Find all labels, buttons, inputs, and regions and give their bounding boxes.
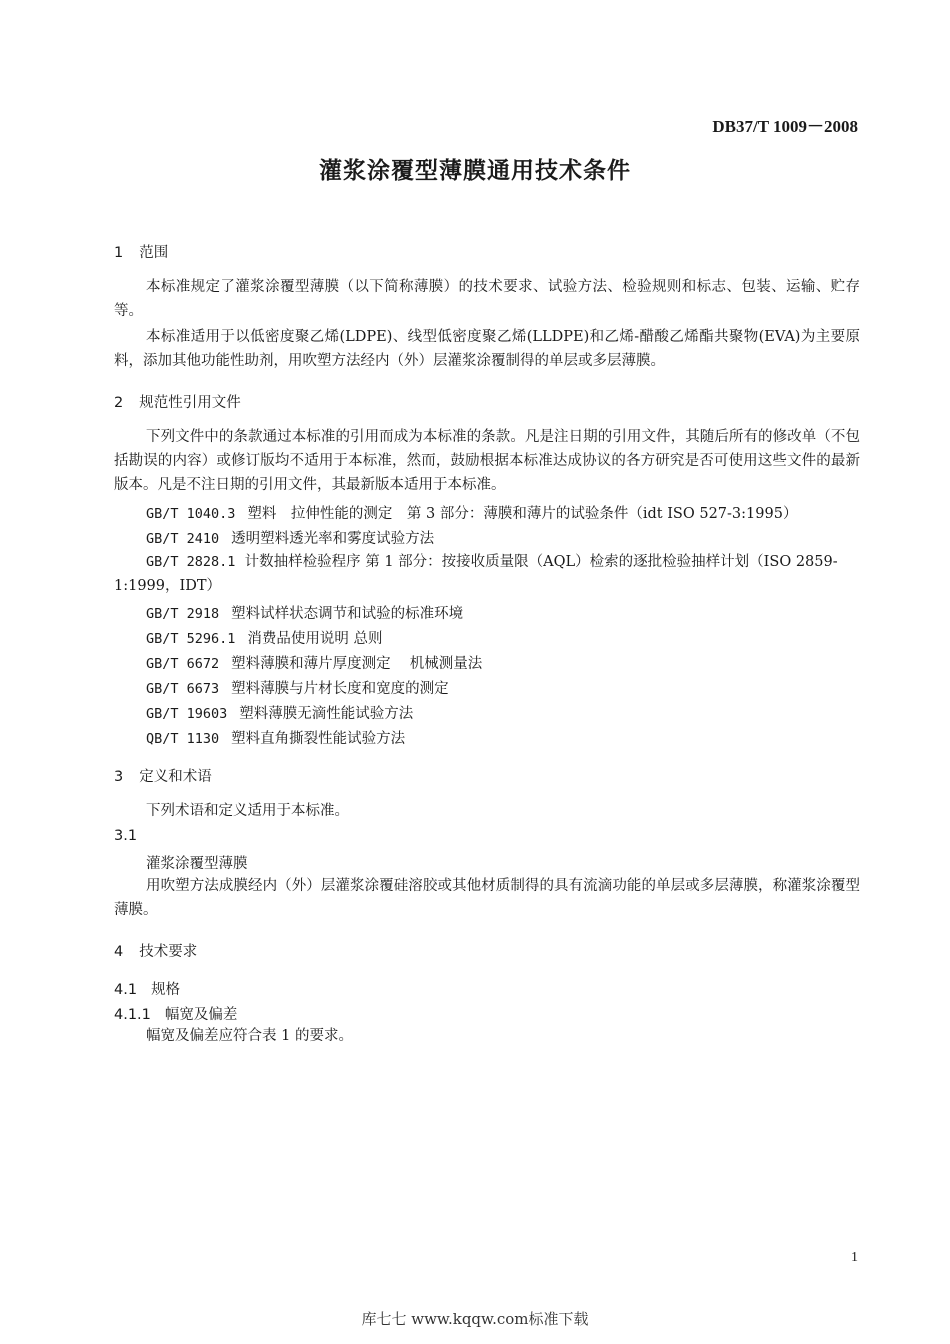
term-definition: 用吹塑方法成膜经内（外）层灌浆涂覆硅溶胶或其他材质制得的具有流滴功能的单层或多层薄膜，称灌浆涂覆型薄膜。 xyxy=(114,878,860,918)
reference-item xyxy=(146,502,797,523)
section-number: 2 xyxy=(114,395,124,411)
section-title: 技术要求 xyxy=(139,944,198,960)
section-4-heading xyxy=(114,940,197,961)
reference-code: QB/T 1130 xyxy=(146,731,220,747)
reference-title: 计数抽样检验程序 第 1 部分：按接收质量限（AQL）检索的逐批检验抽样计划（ISO 2859-1:1999，IDT） xyxy=(114,554,838,594)
reference-item xyxy=(146,602,463,623)
section-number: 3 xyxy=(114,769,124,785)
reference-item xyxy=(146,702,413,723)
reference-code: GB/T 5296.1 xyxy=(146,631,236,647)
reference-code: GB/T 19603 xyxy=(146,706,228,722)
section-number: 1 xyxy=(114,245,124,261)
subsection-number: 4.1 xyxy=(114,982,138,998)
term-heading: 灌浆涂覆型薄膜 xyxy=(146,856,248,872)
section-1-paragraph-2: 本标准适用于以低密度聚乙烯(LDPE)、线型低密度聚乙烯(LLDPE)和乙烯-醋酸乙烯酯共聚物(EVA)为主要原料，添加其他功能性助剂，用吹塑方法经内（外）层灌浆涂覆制得的单层或多层薄膜。 xyxy=(114,329,860,369)
reference-code: GB/T 6673 xyxy=(146,681,220,697)
reference-item xyxy=(146,627,383,648)
subsection-number: 4.1.1 xyxy=(114,1007,151,1023)
reference-item xyxy=(114,550,860,598)
reference-code: GB/T 2828.1 xyxy=(146,554,236,570)
section-number: 4 xyxy=(114,944,124,960)
page-number: 1 xyxy=(851,1250,858,1265)
reference-item xyxy=(146,727,405,748)
reference-title: 消费品使用说明 总则 xyxy=(247,631,383,647)
reference-item xyxy=(146,652,482,673)
reference-code: GB/T 6672 xyxy=(146,656,220,672)
subsection-title: 幅宽及偏差 xyxy=(164,1007,238,1023)
reference-title: 塑料薄膜与片材长度和宽度的测定 xyxy=(231,681,449,697)
document-code: DB37/T 1009－2008 xyxy=(712,117,858,136)
document-title: 灌浆涂覆型薄膜通用技术条件 xyxy=(319,158,631,184)
reference-item xyxy=(146,677,449,698)
reference-title: 塑料 拉伸性能的测定 第 3 部分：薄膜和薄片的试验条件（idt ISO 527-3:1995） xyxy=(247,506,798,522)
reference-title: 塑料薄膜和薄片厚度测定 机械测量法 xyxy=(231,656,483,672)
subsection-title: 规格 xyxy=(151,982,181,998)
section-title: 规范性引用文件 xyxy=(139,395,241,411)
section-1-paragraph-1: 本标准规定了灌浆涂覆型薄膜（以下简称薄膜）的技术要求、试验方法、检验规则和标志、包装、运输、贮存等。 xyxy=(114,279,860,319)
reference-code: GB/T 2410 xyxy=(146,531,220,547)
reference-title: 塑料直角撕裂性能试验方法 xyxy=(231,731,406,747)
reference-code: GB/T 2918 xyxy=(146,606,220,622)
section-2-intro: 下列文件中的条款通过本标准的引用而成为本标准的条款。凡是注日期的引用文件，其随后所有的修改单（不包括勘误的内容）或修订版均不适用于本标准，然而，鼓励根据本标准达成协议的各方研究是否可使用这些文件的最新版本。凡是不注日期的引用文件，其最新版本适用于本标准。 xyxy=(114,429,860,493)
section-1-heading xyxy=(114,241,168,262)
section-title: 定义和术语 xyxy=(139,769,212,785)
section-4-text: 幅宽及偏差应符合表 1 的要求。 xyxy=(146,1028,353,1044)
reference-title: 塑料薄膜无滴性能试验方法 xyxy=(239,706,414,722)
section-3-heading xyxy=(114,765,212,786)
section-title: 范围 xyxy=(139,245,169,261)
subsection-4-1-1-heading xyxy=(114,1003,237,1024)
subsection-3-1-number: 3.1 xyxy=(114,828,138,844)
section-2-heading xyxy=(114,391,241,412)
section-3-intro: 下列术语和定义适用于本标准。 xyxy=(146,803,349,819)
subsection-4-1-heading xyxy=(114,978,180,999)
reference-title: 塑料试样状态调节和试验的标准环境 xyxy=(231,606,464,622)
reference-title: 透明塑料透光率和雾度试验方法 xyxy=(231,531,435,547)
reference-item xyxy=(146,527,434,548)
reference-code: GB/T 1040.3 xyxy=(146,506,236,522)
footer-watermark: 库七七 www.kqqw.com标准下载 xyxy=(361,1310,589,1328)
